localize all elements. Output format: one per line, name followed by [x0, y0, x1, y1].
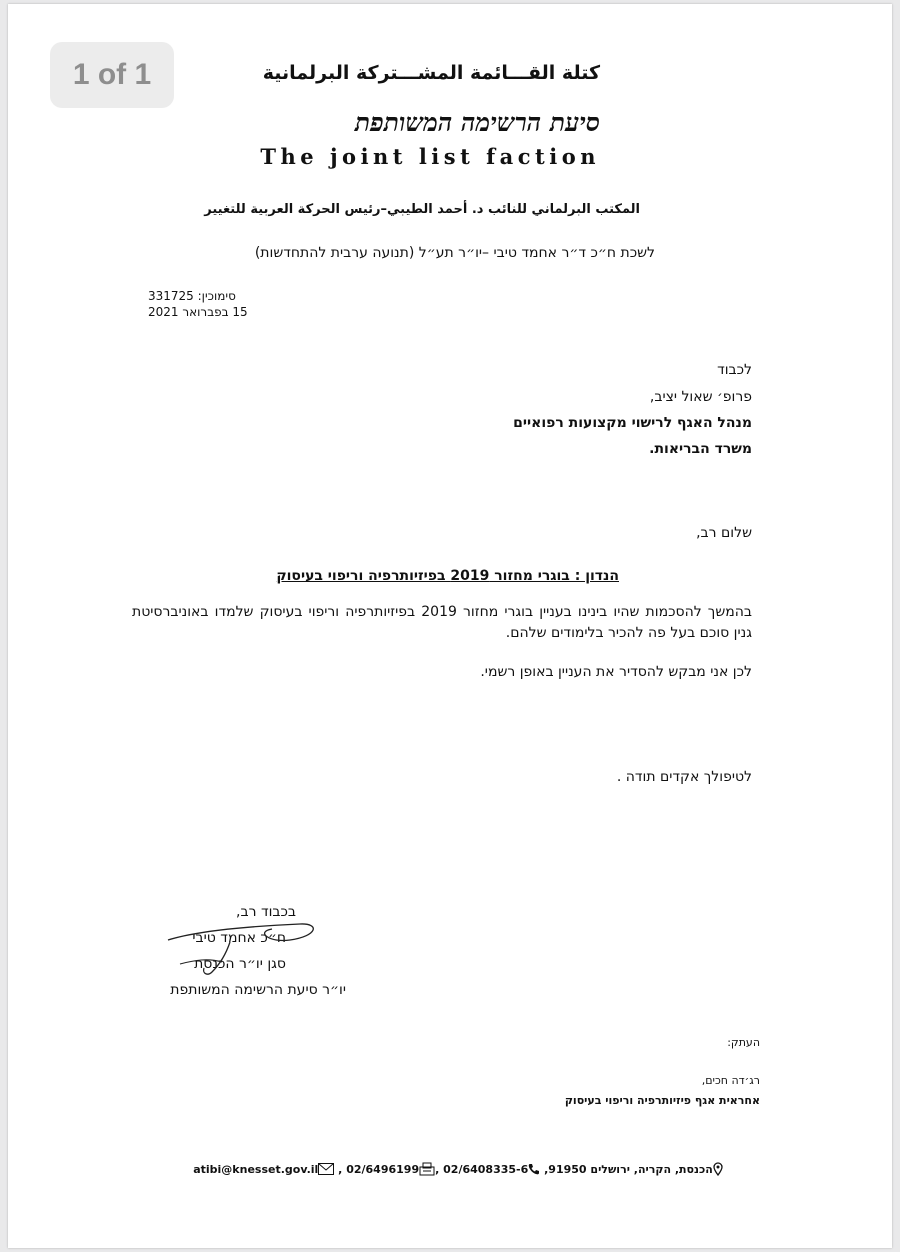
body-paragraph-2: לכן אני מבקש להסדיר את העניין באופן רשמי.	[480, 664, 752, 680]
reference-block	[148, 288, 248, 320]
reference-date: 15 בפברואר 2021	[148, 305, 248, 319]
fax-icon	[419, 1162, 435, 1176]
subject-line: הנדון : בוגרי מחזור 2019 בפיזיותרפיה וריפוי בעיסוק	[276, 568, 619, 584]
office-line-arabic: المكتب البرلماني للنائب د. أحمد الطيبي–رئيس الحركة العربية للتغيير	[204, 202, 640, 217]
document-page	[8, 4, 892, 1248]
addressee-office: משרד הבריאות.	[649, 441, 752, 457]
reference-number: סימוכין: 331725	[148, 289, 236, 303]
letterhead-hebrew-title: סיעת הרשימה המשותפת	[354, 108, 600, 137]
signature-name: ח״כ אחמד טיבי	[192, 930, 286, 946]
greeting: שלום רב,	[696, 525, 752, 541]
signature-role-1: סגן יו״ר הכנסת	[194, 956, 286, 972]
cc-label: העתק:	[727, 1036, 760, 1049]
letterhead-english-title: The joint list faction	[260, 144, 600, 169]
cc-title: אחראית אגף פיזיותרפיה וריפוי בעיסוק	[564, 1094, 760, 1107]
location-pin-icon	[713, 1162, 723, 1176]
footer-phone: 02/6408335-6	[443, 1162, 529, 1176]
mail-icon	[318, 1163, 334, 1175]
cc-name: רג׳דה חכים,	[701, 1074, 760, 1087]
thanks-line: לטיפולך אקדים תודה .	[616, 769, 752, 785]
letterhead-arabic-title: كتلة القـــائمة المشـــتركة البرلمانية	[262, 62, 600, 84]
phone-icon	[528, 1163, 540, 1175]
office-line-hebrew: לשכת ח״כ ד״ר אחמד טיבי –יו״ר תע״ל (תנועה ערבית להתחדשות)	[254, 245, 655, 261]
signature-role-2: יו״ר סיעת הרשימה המשותפת	[170, 982, 346, 998]
body-paragraph-1: בהמשך להסכמות שהיו בינינו בעניין בוגרי מחזור 2019 בפיזיותרפיה וריפוי בעיסוק שלמדו באוניברסיטת גנין סוכם בעל פה להכיר בלימודים שלהם.	[132, 604, 752, 641]
addressee-salutation: לכבוד	[717, 362, 752, 378]
addressee-name: פרופ׳ שאול יציב,	[649, 389, 752, 405]
addressee-title: מנהל האגף לרישוי מקצועות רפואיים	[513, 415, 752, 431]
signature-closing: בכבוד רב,	[236, 904, 296, 920]
footer-contact: atibi@knesset.gov.il , 02/6496199 , 02/6408335-6 הכנסת, הקריה, ירושלים 91950,	[8, 1162, 900, 1176]
footer-address: הכנסת, הקריה, ירושלים 91950,	[544, 1162, 713, 1176]
footer-email: atibi@knesset.gov.il	[193, 1162, 319, 1176]
page-indicator: 1 of 1	[50, 42, 174, 108]
handwritten-signature	[160, 912, 330, 982]
footer-fax: 02/6496199	[346, 1162, 420, 1176]
footer-separator: ,	[338, 1162, 343, 1176]
